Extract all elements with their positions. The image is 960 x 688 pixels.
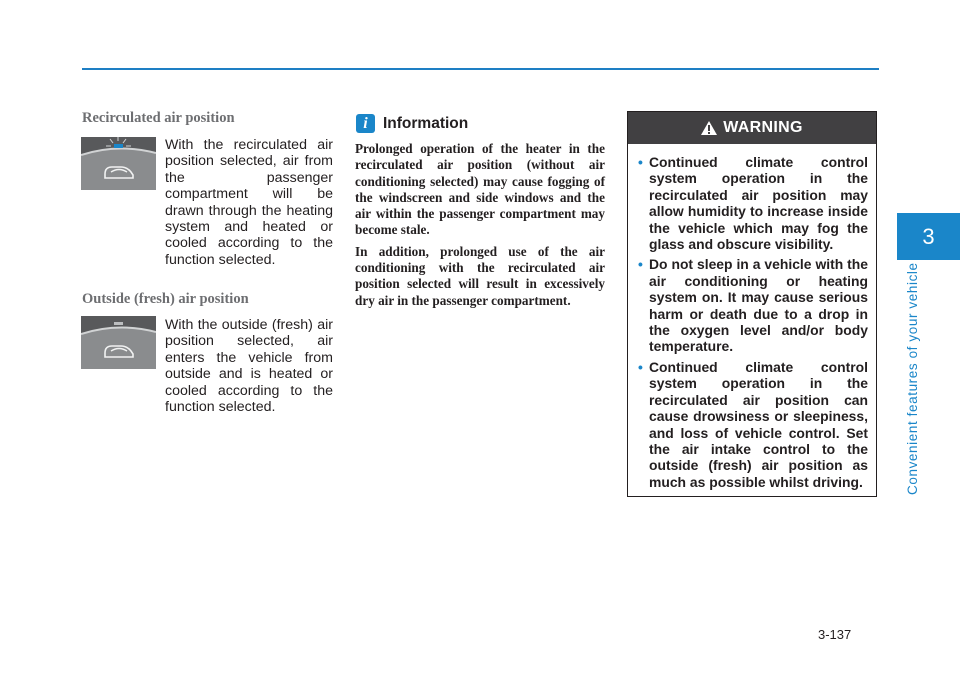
- bullet-icon: •: [638, 358, 643, 375]
- outside-text: With the outside (fresh) air position selected, air enters the vehicle from outside and is heated or cooled according to the function selected.: [165, 317, 333, 416]
- information-paragraph: Prolonged operation of the heater in the recirculated air position (without air conditioning selected) may cause fogging of the windscreen and side windows and the air within the passenger compartment may become stale.: [355, 141, 605, 238]
- chapter-number: 3: [922, 223, 935, 249]
- page-number: 3-137: [818, 627, 852, 642]
- warning-title: WARNING: [723, 119, 803, 136]
- outside-button-image: [81, 316, 156, 369]
- information-body: [355, 141, 605, 314]
- chapter-tab: [897, 213, 960, 260]
- warning-item-text: Continued climate control system operation in the recirculated air position may allow humidity to increase inside the vehicle which may fog the glass and obscure visibility.: [649, 154, 868, 253]
- information-paragraph: In addition, prolonged use of the air conditioning with the recirculated air position selected will result in excessively dry air in the passenger compartment.: [355, 243, 605, 308]
- recirculated-button-image: [81, 137, 156, 190]
- information-title: Information: [383, 114, 469, 132]
- warning-item: [638, 154, 868, 252]
- information-header: [356, 114, 468, 133]
- bullet-icon: •: [638, 256, 643, 273]
- warning-item-text: Do not sleep in a vehicle with the air conditioning or heating system on. It may cause serious harm or death due to a drop in the oxygen level and/or body temperature.: [649, 256, 868, 355]
- bullet-icon: •: [638, 154, 643, 170]
- warning-item: [638, 359, 868, 490]
- warning-header: [628, 112, 876, 144]
- outside-air-icon: [81, 316, 156, 369]
- warning-triangle-icon: [701, 121, 717, 135]
- chapter-title: Convenient features of your vehicle: [905, 262, 920, 495]
- outside-heading: Outside (fresh) air position: [82, 291, 249, 307]
- warning-list: [628, 144, 876, 490]
- warning-item: [638, 256, 868, 354]
- recirculated-air-icon: [81, 137, 156, 190]
- recirculated-text: With the recirculated air position selected, air from the passenger compartment will be drawn through the heating system and heated or cooled according to the function selected.: [165, 137, 333, 268]
- warning-item-text: Continued climate control system operation in the recirculated air position can cause drowsiness or sleepiness, and loss of vehicle control. Set the air intake control to the outside (fresh) air position as much as possible whilst driving.: [649, 358, 868, 490]
- recirculated-heading: Recirculated air position: [82, 110, 235, 126]
- top-rule: [82, 68, 879, 70]
- warning-box: [627, 111, 877, 497]
- information-icon: i: [356, 114, 375, 133]
